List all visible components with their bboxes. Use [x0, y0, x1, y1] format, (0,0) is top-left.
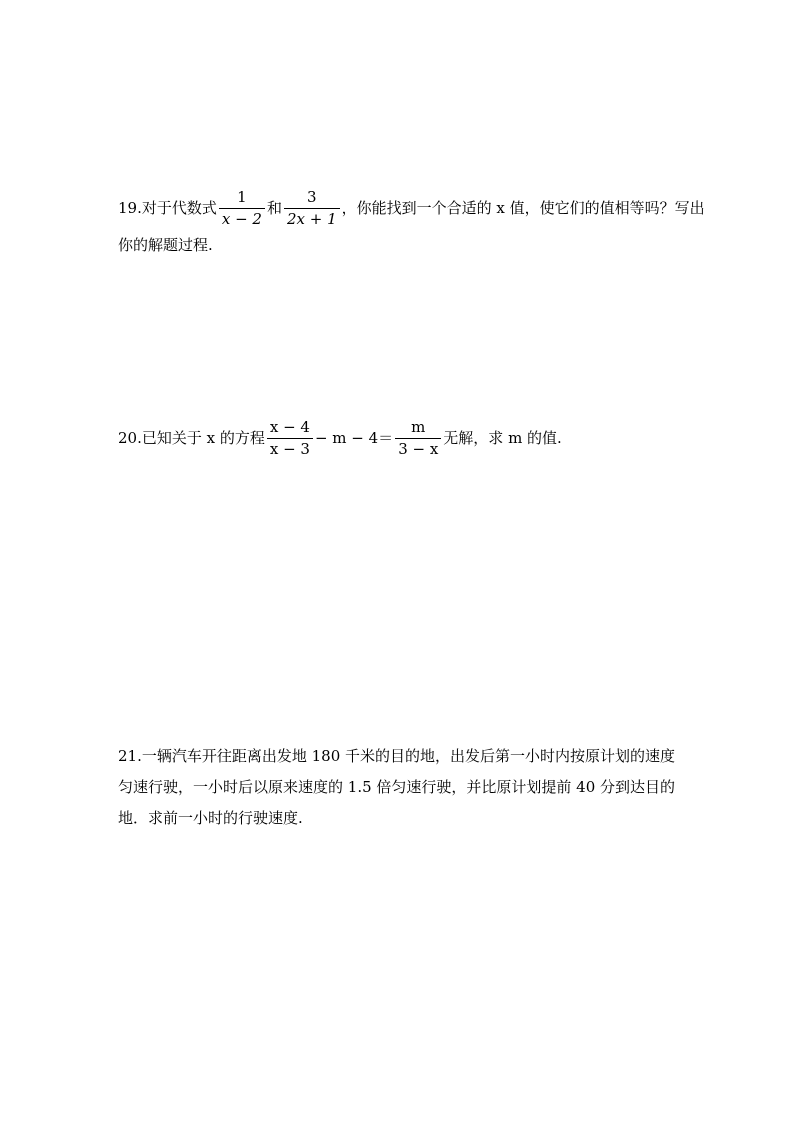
problem-21-text: 地．求前一小时的行驶速度.	[118, 808, 303, 827]
problem-21-line-3	[118, 802, 303, 834]
fraction-numerator: m	[411, 417, 426, 436]
fraction-numerator: 3	[307, 187, 317, 206]
fraction-m-over-3-minus-x	[395, 417, 441, 458]
problem-21-line-1	[118, 740, 675, 772]
problem-19-suffix: ，你能找到一个合适的 x 值，使它们的值相等吗？写出	[341, 198, 705, 217]
problem-19-line-2	[118, 229, 213, 261]
fraction-numerator: 1	[237, 187, 247, 206]
conjunction-and: 和	[266, 198, 282, 217]
equation-middle: − m − 4＝	[314, 428, 394, 447]
fraction-x-minus-4-over-x-minus-3	[267, 417, 313, 458]
fraction-denominator: x − 3	[267, 438, 313, 457]
fraction-3-over-2x-plus-1	[284, 187, 340, 228]
fraction-denominator: 3 − x	[395, 438, 441, 457]
fraction-denominator: 2x + 1	[284, 208, 340, 227]
problem-19-prefix: 19.对于代数式	[118, 198, 217, 217]
problem-19-line-1	[118, 188, 705, 228]
fraction-denominator: x − 2	[219, 208, 265, 227]
fraction-1-over-x-minus-2	[219, 187, 265, 228]
problem-21-text: 匀速行驶，一小时后以原来速度的 1.5 倍匀速行驶，并比原计划提前 40 分到达目的	[118, 777, 676, 796]
problem-20-line-1	[118, 418, 562, 458]
problem-20-suffix: 无解，求 m 的值.	[443, 428, 562, 447]
problem-21-text: 21.一辆汽车开往距离出发地 180 千米的目的地，出发后第一小时内按原计划的速度	[118, 746, 676, 765]
fraction-numerator: x − 4	[269, 417, 310, 436]
problem-19-text: 你的解题过程.	[118, 235, 213, 254]
problem-20-prefix: 20.已知关于 x 的方程	[118, 428, 265, 447]
problem-21-line-2	[118, 771, 675, 803]
